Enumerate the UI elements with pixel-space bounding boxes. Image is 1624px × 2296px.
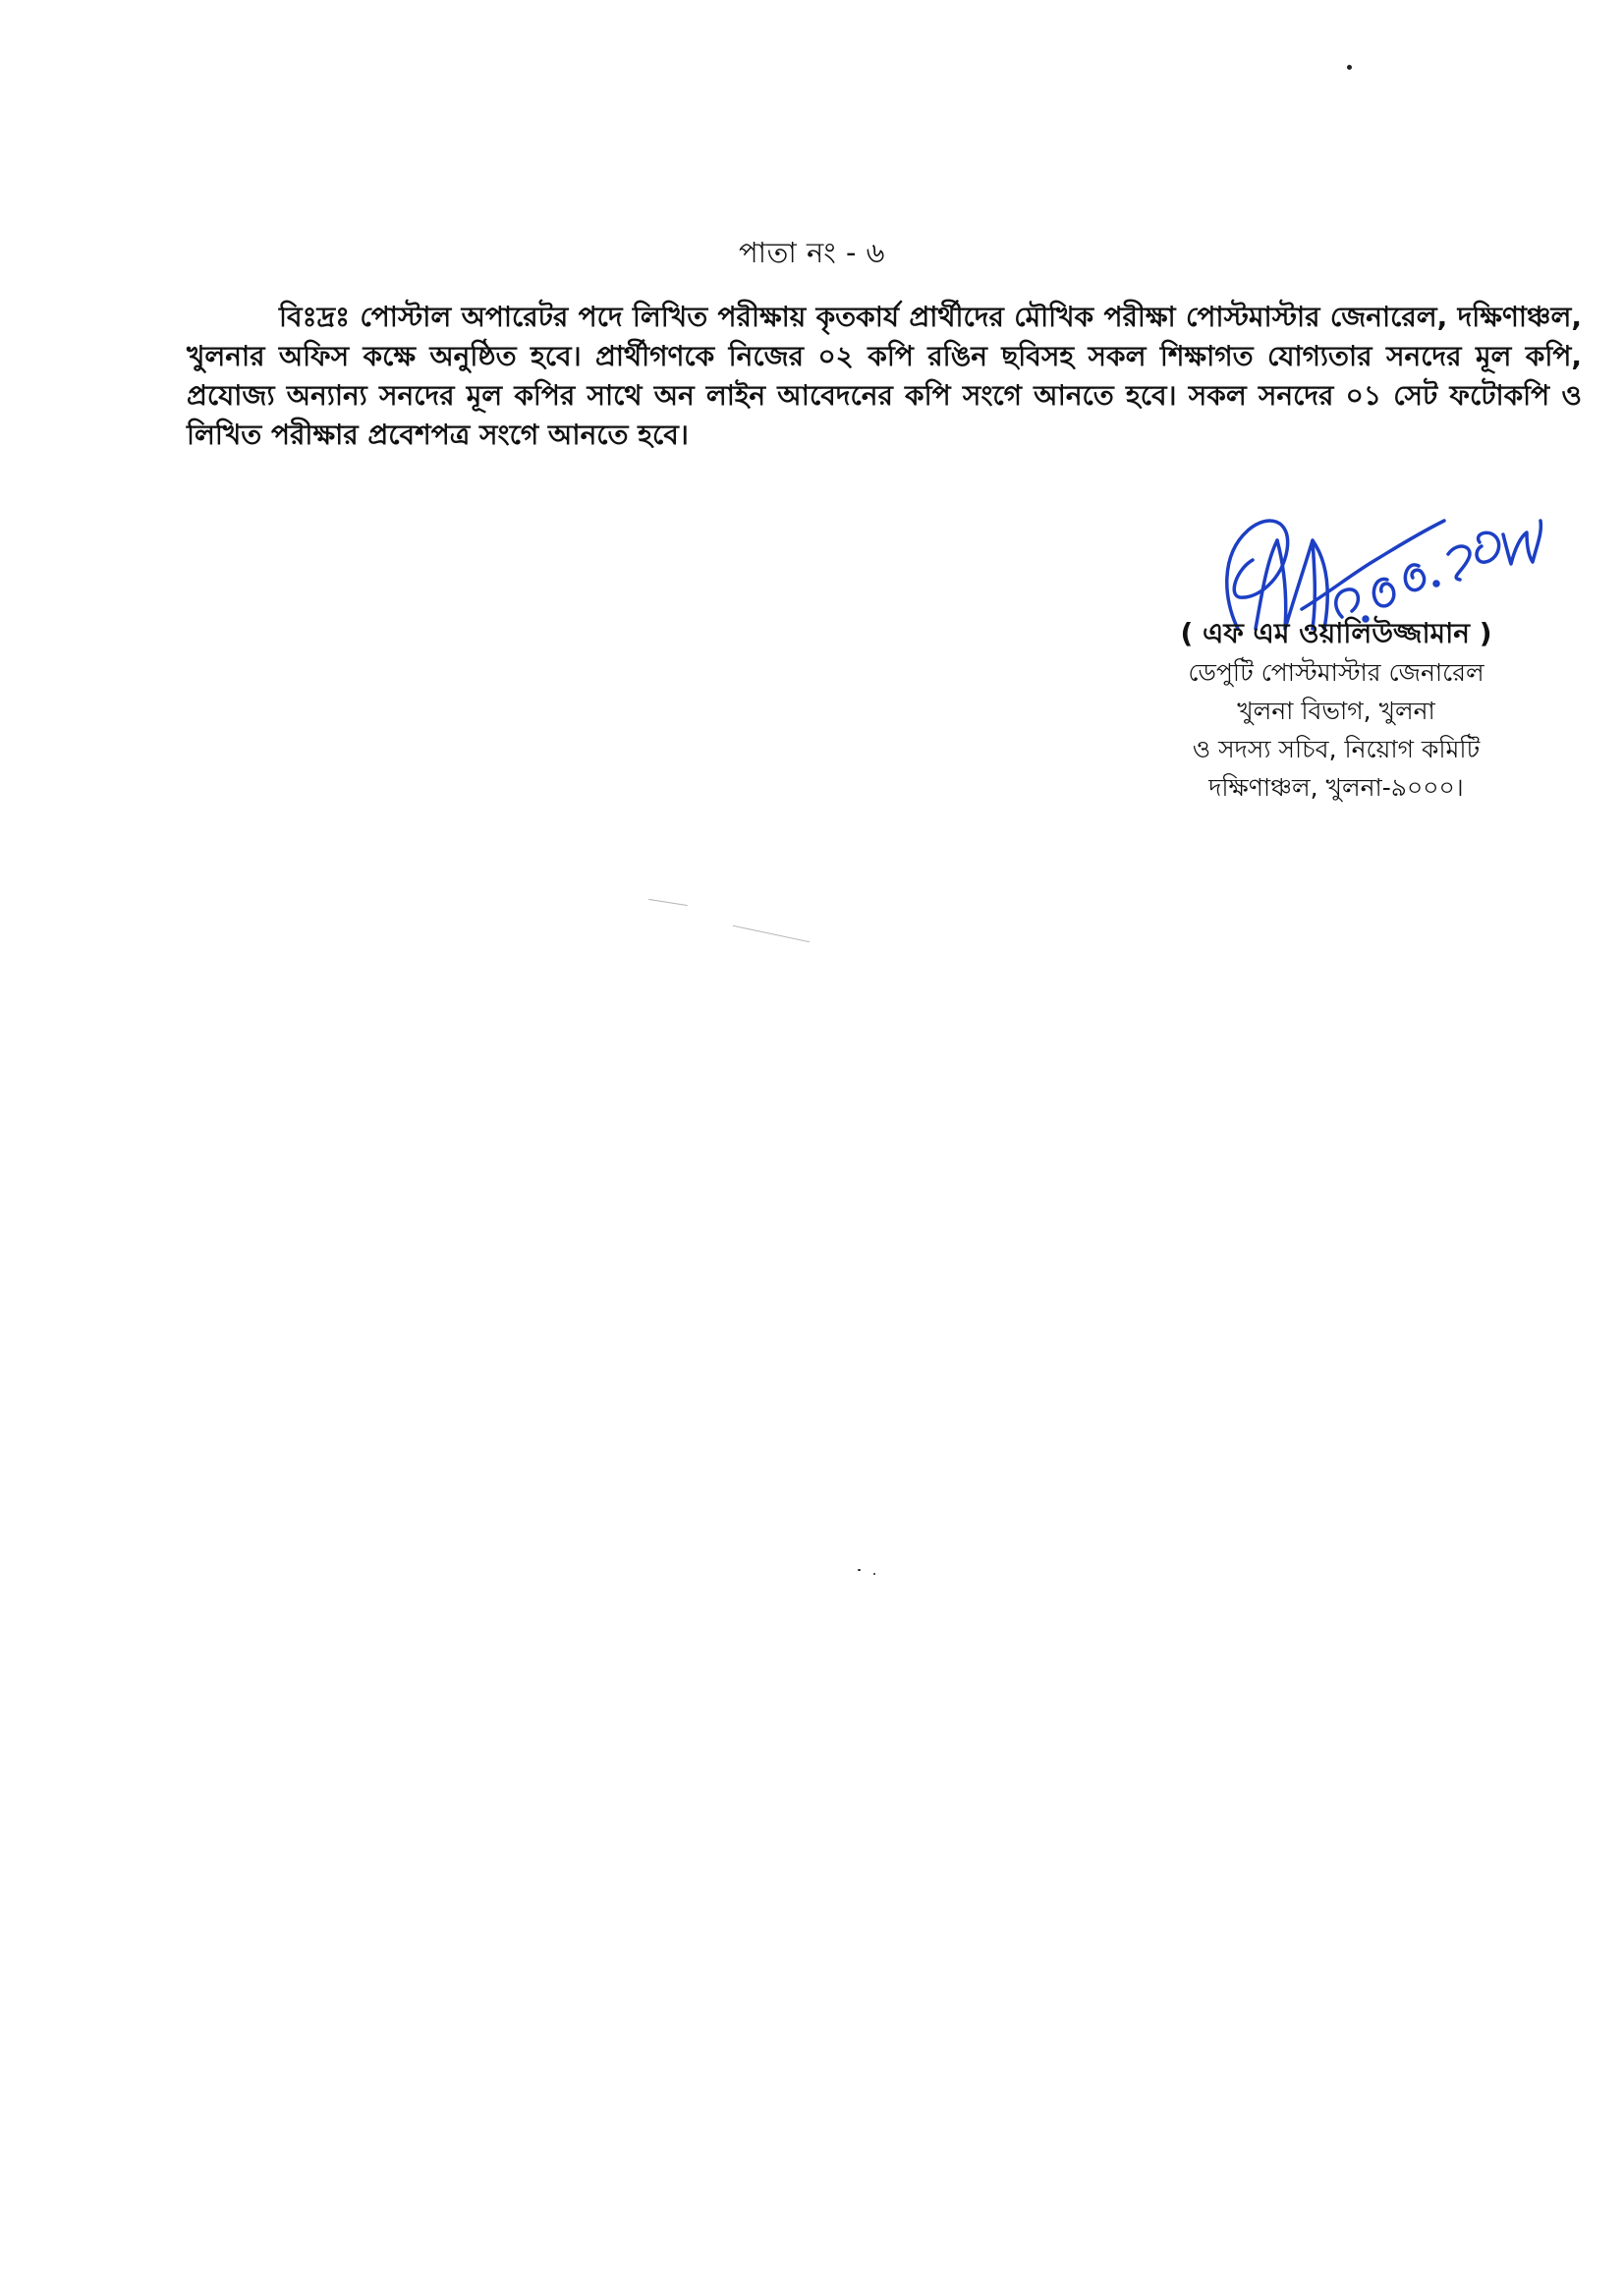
signer-committee-role: ও সদস্য সচিব, নিয়োগ কমিটি [1192, 735, 1481, 763]
signature-block [1130, 481, 1542, 835]
scan-mark-line [648, 899, 688, 906]
scan-speck [858, 1569, 861, 1571]
notice-paragraph: বিঃদ্রঃ পোস্টাল অপারেটর পদে লিখিত পরীক্ষায় কৃতকার্য প্রার্থীদের মৌখিক পরীক্ষা পোস্টমাস্টার জেনারেল, দক্ষিণাঞ্চল, খুলনার অফিস কক্ষে অনুষ্ঠিত হবে। প্রার্থীগণকে নিজের ০২ কপি রঙিন ছবিসহ সকল শিক্ষাগত যোগ্যতার সনদের মূল কপি, প্রযোজ্য অন্যান্য সনদের মূল কপির সাথে অন লাইন আবেদনের কপি সংগে আনতে হবে। সকল সনদের ০১ সেট ফটোকপি ও লিখিত পরীক্ষার প্রবেশপত্র সংগে আনতে হবে। [187, 301, 1582, 451]
page-number: পাতা নং - ৬ [738, 236, 886, 269]
signer-region: দক্ষিণাঞ্চল, খুলনা-৯০০০। [1208, 773, 1464, 802]
signer-division: খুলনা বিভাগ, খুলনা [1237, 697, 1435, 725]
scan-mark-line [733, 925, 810, 943]
signer-details [1130, 614, 1542, 807]
signer-designation: ডেপুটি পোস্টমাস্টার জেনারেল [1188, 658, 1484, 687]
signer-name: ( এফ এম ওয়ালিউজ্জামান ) [1180, 617, 1492, 649]
scan-speck [873, 1573, 875, 1575]
scan-speck [1347, 65, 1352, 70]
